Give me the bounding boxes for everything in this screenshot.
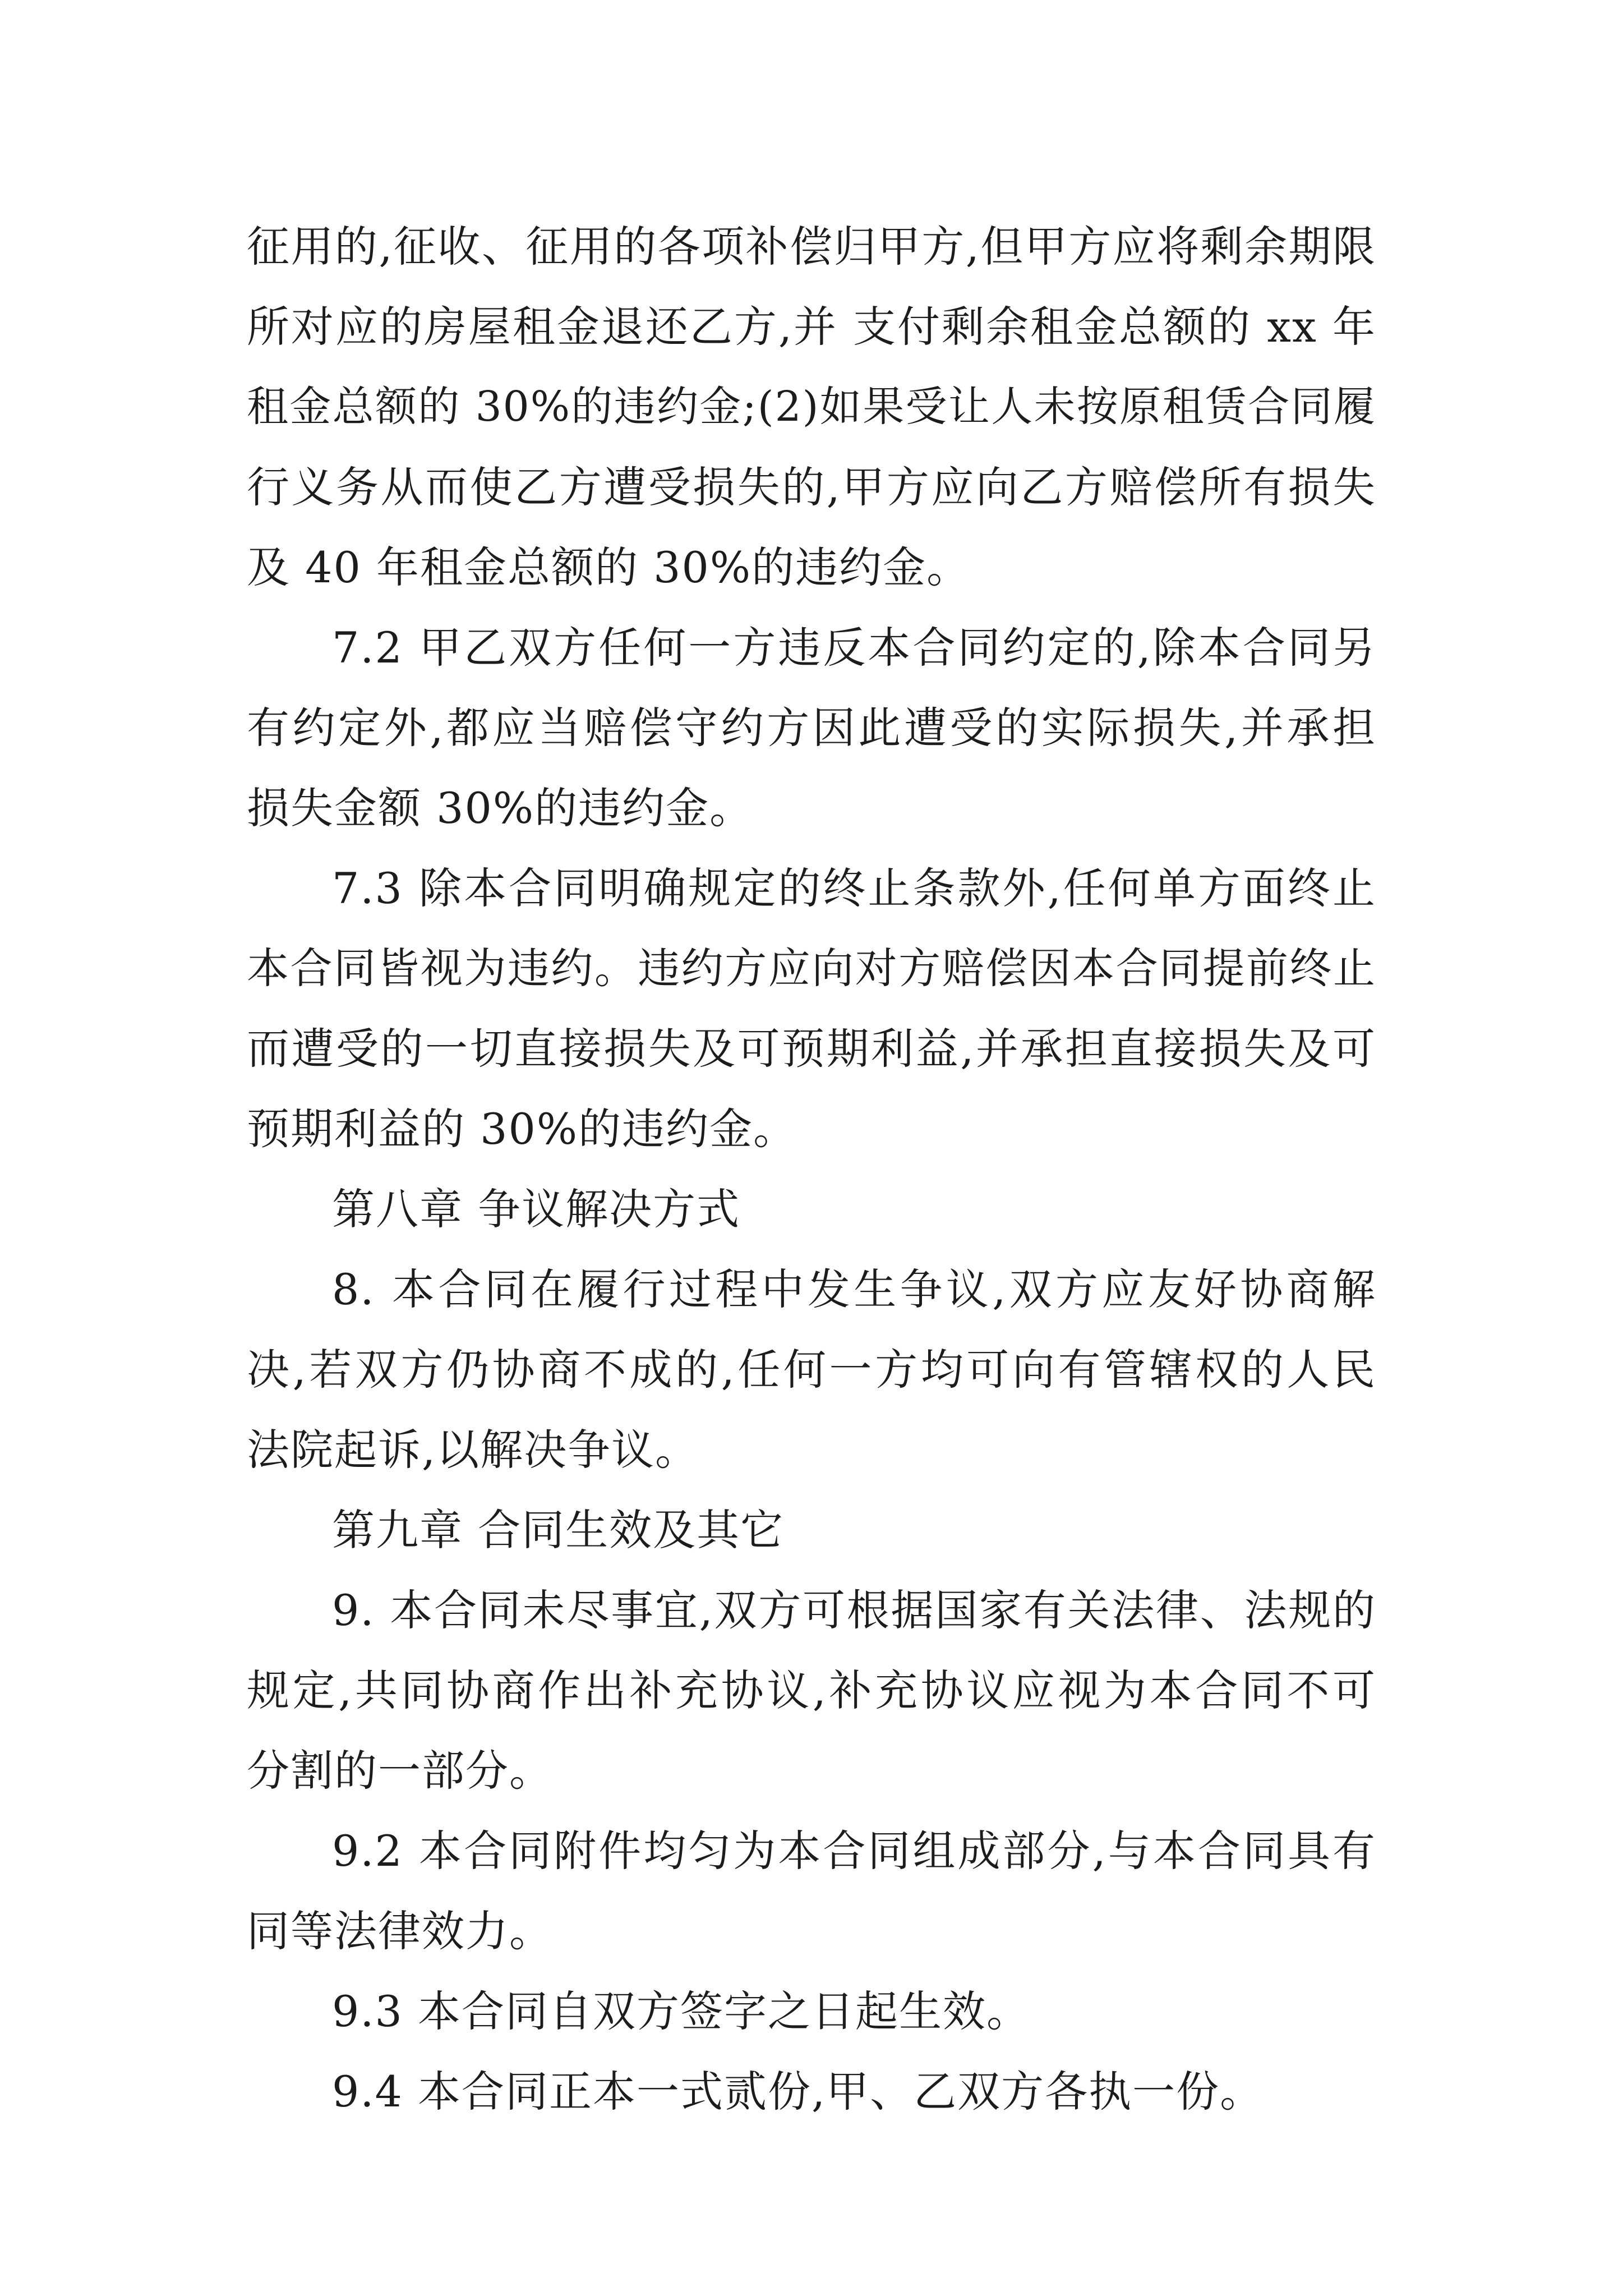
text-line: 9. 本合同未尽事宜,双方可根据国家有关法律、法规的 xyxy=(332,1585,1376,1635)
text-line: 7.2 甲乙双方任何一方违反本合同约定的,除本合同另 xyxy=(332,623,1376,673)
text-line: 法院起诉,以解决争议。 xyxy=(247,1425,699,1475)
text-line: 7.3 除本合同明确规定的终止条款外,任何单方面终止 xyxy=(332,863,1376,913)
paragraph-clause-7-3 xyxy=(247,848,1376,1169)
paragraph-clause-9-4 xyxy=(247,2051,1376,2132)
text-line: 有约定外,都应当赔偿守约方因此遭受的实际损失,并承担 xyxy=(247,703,1376,753)
text-line: 而遭受的一切直接损失及可预期利益,并承担直接损失及可 xyxy=(247,1024,1376,1074)
paragraph-clause-8 xyxy=(247,1249,1376,1490)
text-line: 本合同皆视为违约。违约方应向对方赔偿因本合同提前终止 xyxy=(247,944,1376,993)
text-line: 决,若双方仍协商不成的,任何一方均可向有管辖权的人民 xyxy=(247,1345,1376,1395)
paragraph-clause-9 xyxy=(247,1570,1376,1811)
text-line: 所对应的房屋租金退还乙方,并 支付剩余租金总额的 xx 年 xyxy=(247,302,1376,352)
chapter-heading-9 xyxy=(247,1490,1376,1570)
paragraph-clause-7-2 xyxy=(247,608,1376,848)
text-line: 9.3 本合同自双方签字之日起生效。 xyxy=(332,1986,1031,2036)
text-line: 同等法律效力。 xyxy=(247,1906,553,1956)
document-body xyxy=(247,206,1376,2132)
text-line: 8. 本合同在履行过程中发生争议,双方应友好协商解 xyxy=(332,1264,1376,1314)
text-line: 及 40 年租金总额的 30%的违约金。 xyxy=(247,542,971,592)
text-line: 分割的一部分。 xyxy=(247,1746,553,1796)
text-line: 征用的,征收、征用的各项补偿归甲方,但甲方应将剩余期限 xyxy=(247,222,1376,272)
text-line: 规定,共同协商作出补充协议,补充协议应视为本合同不可 xyxy=(247,1665,1376,1715)
paragraph-penalty-clause-continued xyxy=(247,206,1376,608)
text-line: 第九章 合同生效及其它 xyxy=(332,1505,785,1555)
text-line: 租金总额的 30%的违约金;(2)如果受让人未按原租赁合同履 xyxy=(247,383,1376,431)
text-line: 第八章 争议解决方式 xyxy=(332,1184,741,1234)
text-line: 9.2 本合同附件均匀为本合同组成部分,与本合同具有 xyxy=(332,1826,1376,1876)
text-line: 行义务从而使乙方遭受损失的,甲方应向乙方赔偿所有损失 xyxy=(247,462,1376,512)
paragraph-clause-9-2 xyxy=(247,1811,1376,1971)
paragraph-clause-9-3 xyxy=(247,1971,1376,2051)
text-line: 9.4 本合同正本一式贰份,甲、乙双方各执一份。 xyxy=(332,2067,1264,2116)
chapter-heading-8 xyxy=(247,1169,1376,1249)
text-line: 预期利益的 30%的违约金。 xyxy=(247,1104,797,1154)
text-line: 损失金额 30%的违约金。 xyxy=(247,783,754,833)
